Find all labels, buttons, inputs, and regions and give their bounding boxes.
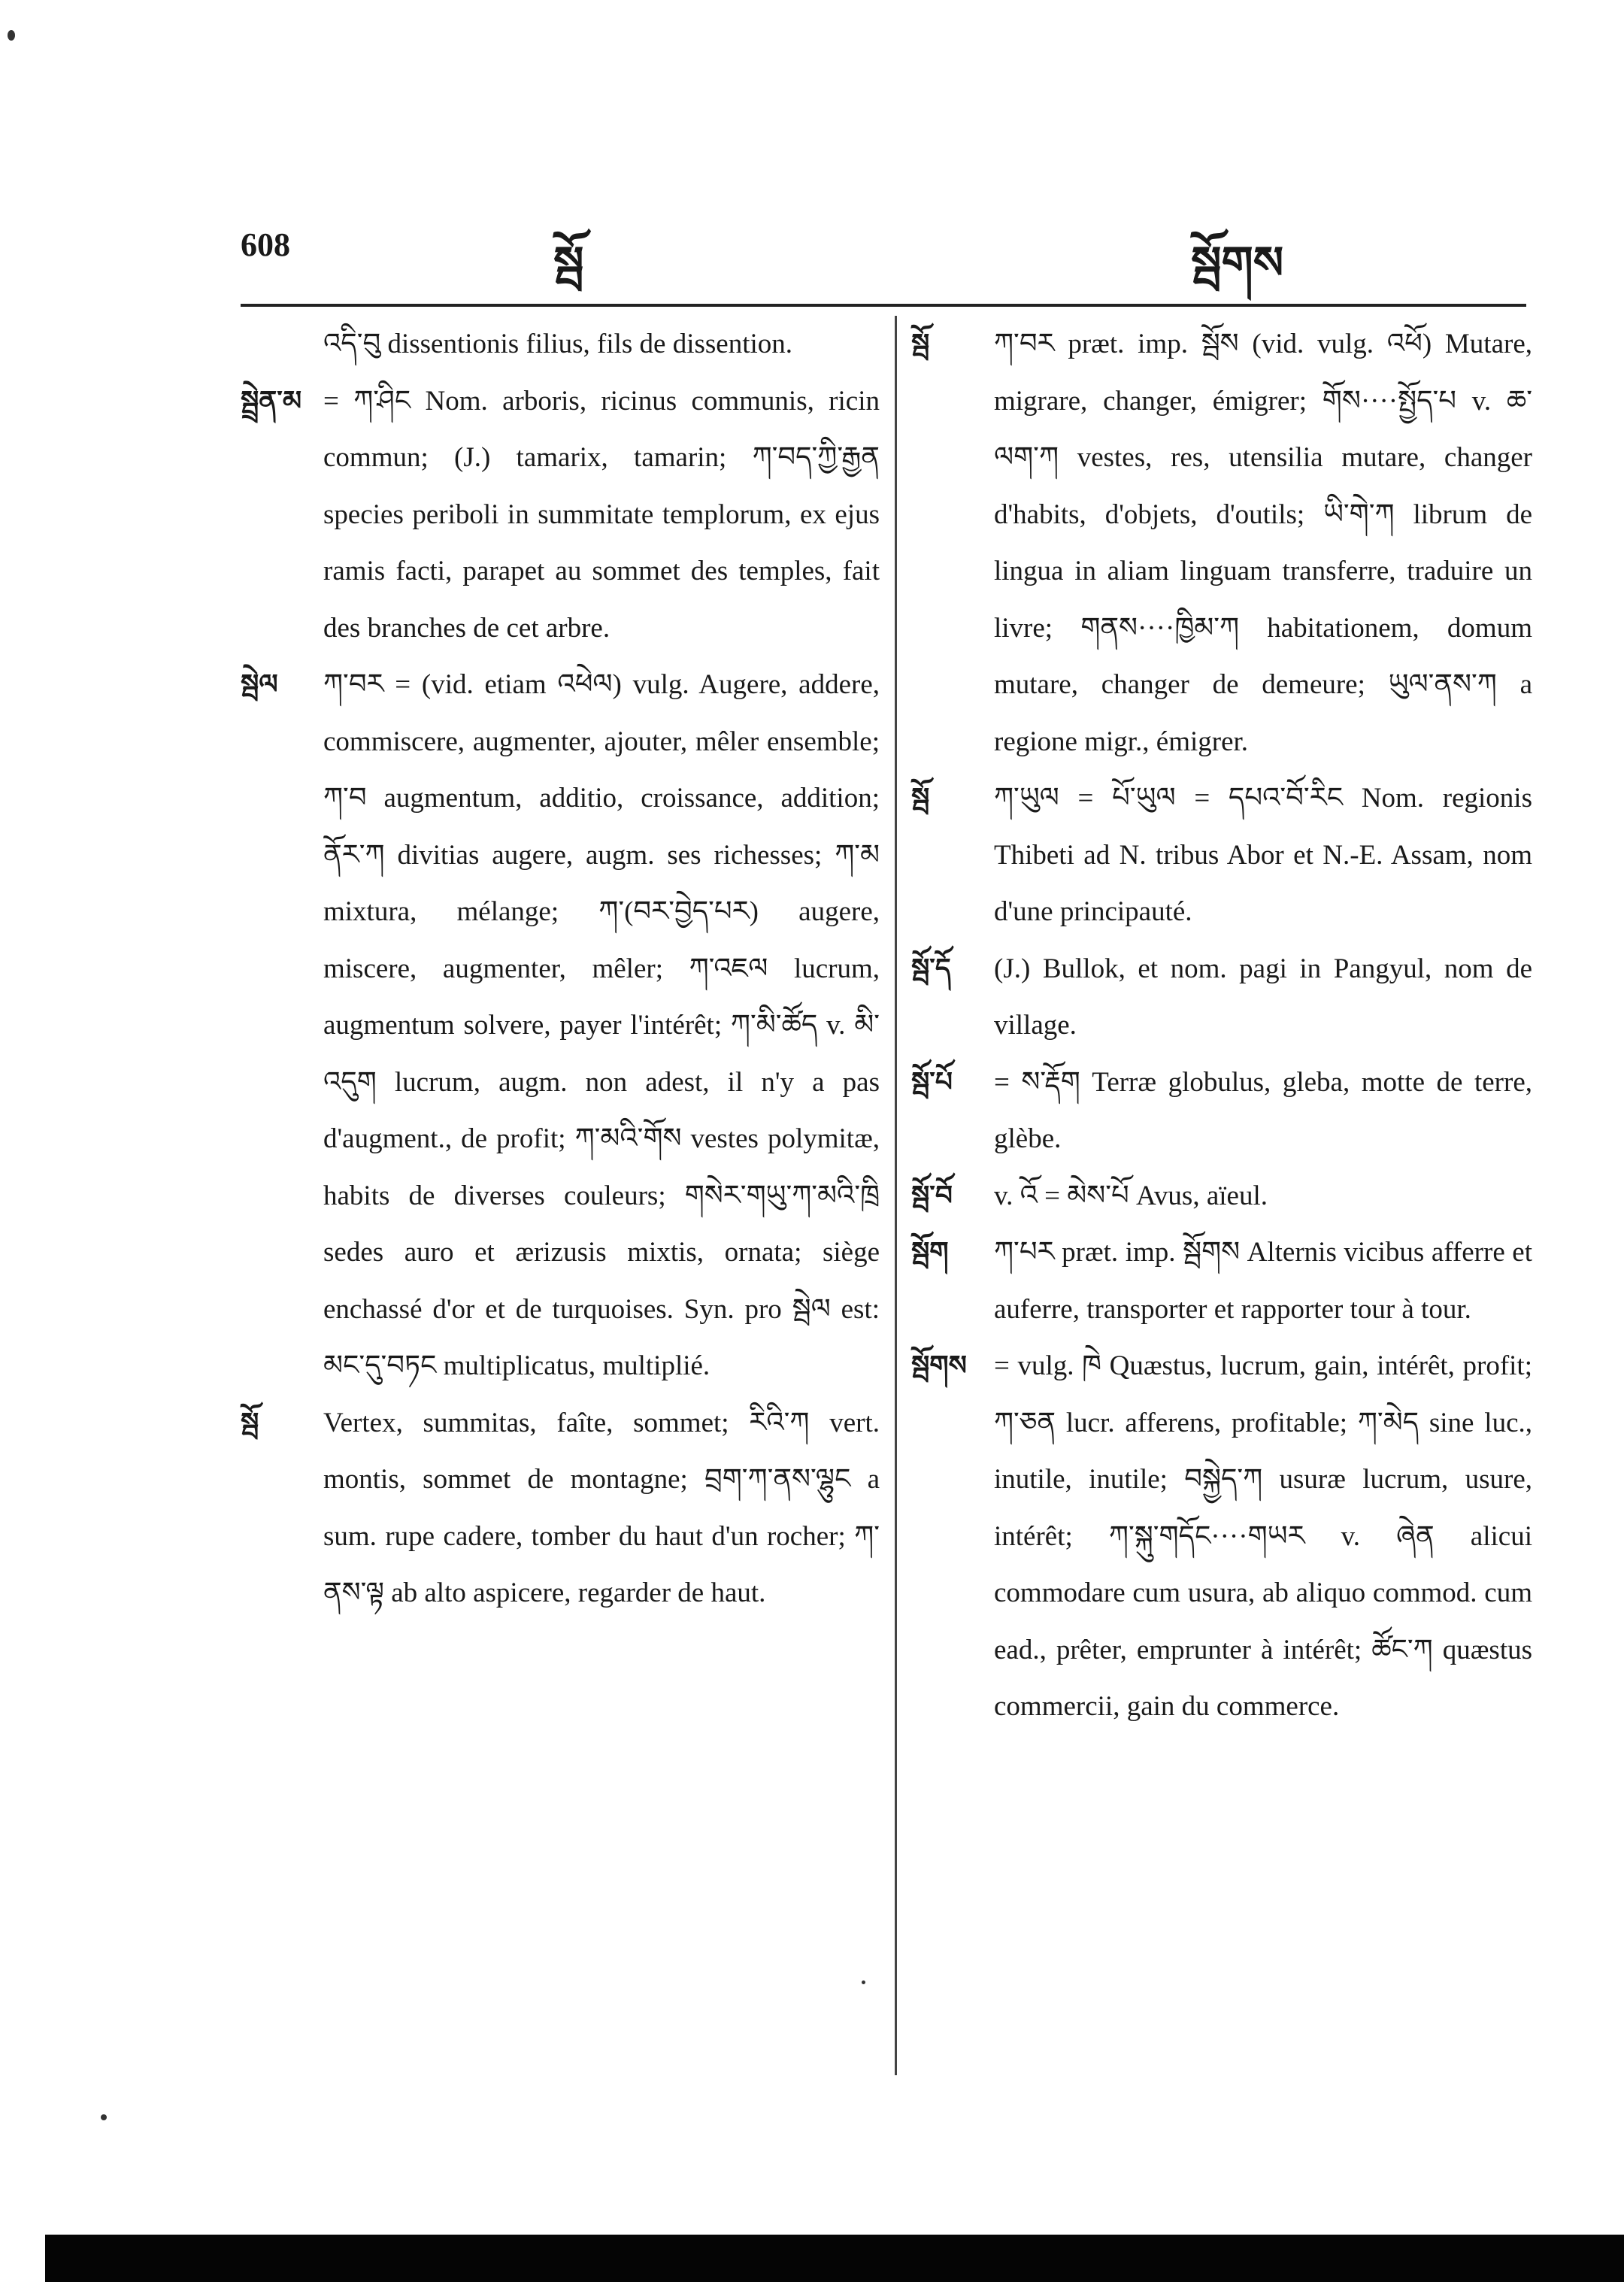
entry-headword: སྦོ་དོ <box>911 953 951 984</box>
dictionary-entry <box>911 1168 1532 1225</box>
entry-headword: སྦོ་བོ <box>911 1180 953 1211</box>
dictionary-entry <box>911 1054 1532 1168</box>
scan-speck <box>8 30 15 41</box>
entry-text: = vulg. ཁེ Quæstus, lucrum, gain, intérêt, profit; ཀ་ཅན lucr. afferens, profitable; ཀ་མེད sine luc., inutile, inutile; བསྐྱེད་ཀ usuræ lucrum, usure, intérêt; ཀ་སྐུ་གདོང····གཡར v. ཞེན alicui commodare cum usura, ab aliquo commod. cum ead., prêter, emprunter à intérêt; ཚོང་ཀ quæstus commercii, gain du commerce. <box>994 1350 1532 1722</box>
entry-headword: སྦོག <box>911 1237 949 1268</box>
scan-speck <box>101 2114 107 2120</box>
entry-text: ཀ་པར præt. imp. སྦོགས Alternis vicibus afferre et auferre, transporter et rapporter tour à tour. <box>994 1237 1532 1325</box>
entry-headword: སྦོ་པོ <box>911 1066 953 1098</box>
entry-text: འདི་བུ dissentionis filius, fils de dissention. <box>323 329 793 359</box>
right-column <box>911 316 1532 1735</box>
dictionary-entry <box>241 656 880 1395</box>
page-number: 608 <box>241 226 290 263</box>
scan-speck <box>862 1980 865 1984</box>
entry-text: ཀ་བར = (vid. etiam འཕེལ) vulg. Augere, addere, commiscere, augmenter, ajouter, mêler ensemble; ཀ་བ augmentum, additio, croissance, addition; ནོར་ཀ divitias augere, augm. ses richesses; ཀ་མ mixtura, mélange; ཀ་(བར་བྱེད་པར) augere, miscere, augmenter, mêler; ཀ་འཇལ lucrum, augmentum solvere, payer l'intérêt; ཀ་མི་ཚོད v. མི་འདུག lucrum, augm. non adest, il n'y a pas d'augment., de profit; ཀ་མའི་གོས vestes polymitæ, habits de diverses couleurs; གསེར་གཡུ་ཀ་མའི་ཁྲི sedes auro et ærizusis mixtis, ornata; siège enchassé d'or et de turquoises. Syn. pro སྦེལ est: མང་དུ་བཏང multiplicatus, multiplié. <box>323 669 880 1381</box>
dictionary-entry <box>241 316 880 373</box>
scan-edge-bar <box>45 2235 1624 2282</box>
entry-headword: སྦེལ <box>241 669 278 700</box>
dictionary-entry <box>911 316 1532 770</box>
entry-headword: སྦོ <box>911 783 930 814</box>
entry-headword: སྦོ <box>911 329 930 359</box>
entry-text: ཀ་ཡུལ = པོ་ཡུལ = དཔའ་བོ་རིང Nom. regionis Thibeti ad N. tribus Abor et N.-E. Assam, nom d'une principauté. <box>994 783 1532 927</box>
header-rule <box>241 304 1526 307</box>
dictionary-entry <box>911 1338 1532 1735</box>
column-divider <box>895 316 897 2075</box>
entry-text: v. འོ = མེས་པོ Avus, aïeul. <box>994 1180 1268 1211</box>
dictionary-entry <box>911 1224 1532 1338</box>
entry-headword: སྦྲེན་མ <box>241 385 302 417</box>
entry-text: (J.) Bullok, et nom. pagi in Pangyul, nom de village. <box>994 953 1532 1041</box>
entry-text: ཀ་བར præt. imp. སྦོས (vid. vulg. འཕོ) Mutare, migrare, changer, émigrer; གོས····སྤྱོད་པ v. ཆ་ལག་ཀ vestes, res, utensilia mutare, changer d'habits, d'objets, d'outils; ཡི་གེ་ཀ librum de lingua in aliam linguam transferre, traduire un livre; གནས····ཁྱིམ་ཀ habitationem, domum mutare, changer de demeure; ཡུལ་ནས་ཀ a regione migr., émigrer. <box>994 329 1532 757</box>
entry-text: Vertex, summitas, faîte, sommet; རིའི་ཀ vert. montis, sommet de montagne; བྲག་ཀ་ནས་ལྷུང a sum. rupe cadere, tomber du haut d'un rocher; ཀ་ནས་ལྟ ab alto aspicere, regarder de haut. <box>323 1407 880 1608</box>
running-head-right: སྦོགས <box>1191 237 1284 289</box>
entry-text: = ཀ་ཤིང Nom. arboris, ricinus communis, ricin commun; (J.) tamarix, tamarin; ཀ་བད་ཀྱི་རྒྱན species periboli in summitate templorum, ex ejus ramis facti, parapet au sommet des temples, fait des branches de cet arbre. <box>323 385 880 644</box>
dictionary-entry <box>911 941 1532 1054</box>
dictionary-entry <box>911 770 1532 941</box>
dictionary-entry <box>241 373 880 657</box>
dictionary-entry <box>241 1395 880 1622</box>
left-column <box>241 316 880 1622</box>
entry-headword: སྦོགས <box>911 1350 967 1381</box>
entry-text: = ས་རྡོག Terræ globulus, gleba, motte de terre, glèbe. <box>994 1066 1532 1154</box>
entry-headword: སྦོ <box>241 1407 259 1438</box>
running-head-left: སྦོ <box>553 237 584 289</box>
